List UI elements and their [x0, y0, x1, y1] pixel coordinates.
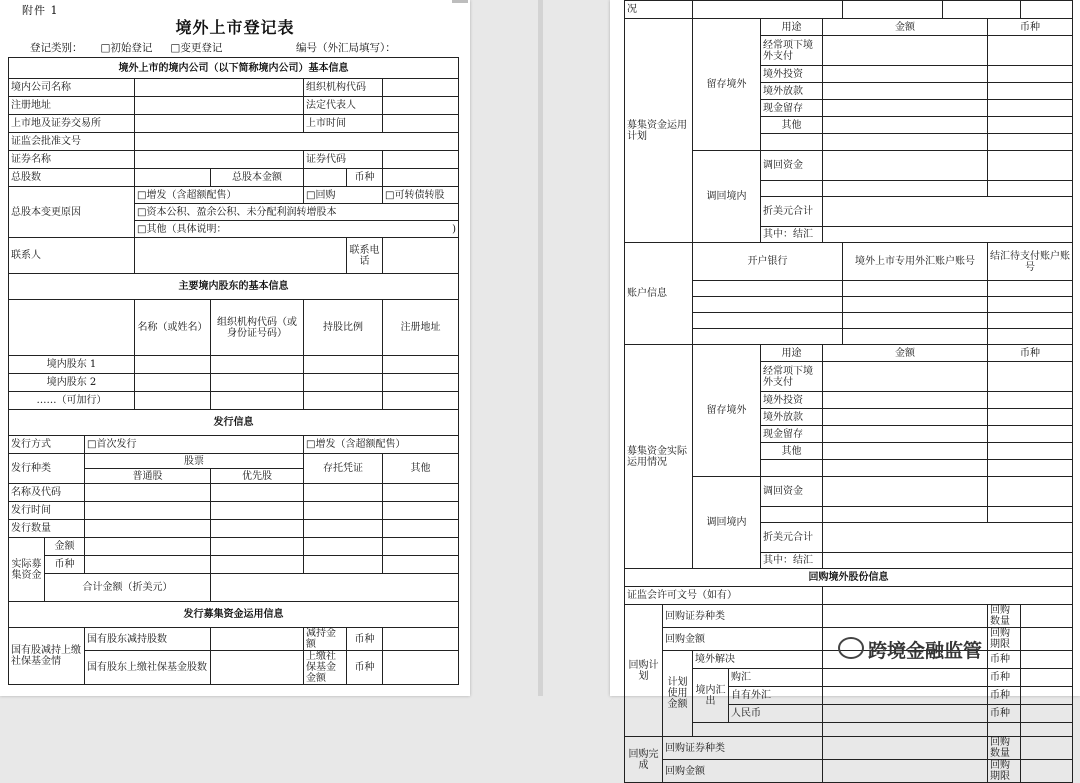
- buyback-qty2-label: 回购数量: [988, 737, 1021, 760]
- plan-blank-amount[interactable]: [823, 134, 988, 151]
- contact-label: 联系人: [9, 238, 135, 274]
- account-info-label: 账户信息: [625, 243, 693, 345]
- cash-retained2-label: 现金留存: [761, 426, 823, 443]
- rmb-label: 人民币: [729, 705, 823, 723]
- section-usage-info: 发行募集资金运用信息: [9, 602, 459, 628]
- other2-label: 其他: [761, 443, 823, 460]
- sh1-ratio-cell[interactable]: [304, 356, 383, 374]
- plan-invest-amount[interactable]: [823, 66, 988, 83]
- org-code-cell[interactable]: [383, 79, 459, 97]
- repatriate2-label: 调回境内: [693, 477, 761, 569]
- done-type-cell[interactable]: [823, 737, 988, 760]
- shareholder-more-label: ……（可加行）: [9, 392, 135, 410]
- plan-repat-amount[interactable]: [823, 151, 988, 181]
- issue-time-other[interactable]: [383, 502, 459, 520]
- company-name-label: 境内公司名称: [9, 79, 135, 97]
- situation-cell-3[interactable]: [943, 1, 1021, 19]
- plan-cash-amount[interactable]: [823, 100, 988, 117]
- actual-settle-cell[interactable]: [823, 553, 1073, 569]
- plan-fund-extra-2[interactable]: [823, 723, 988, 737]
- amount-header: 金额: [823, 19, 988, 36]
- actual-repat-blank: [761, 507, 823, 523]
- domestic-out-label: 境内汇出: [693, 669, 729, 723]
- sh-address-header: 注册地址: [383, 300, 459, 356]
- capital-amount-label: 总股本金额: [211, 169, 304, 187]
- account-settle-4[interactable]: [988, 329, 1073, 345]
- raised-currency-depositary[interactable]: [304, 556, 383, 574]
- total-shares-cell[interactable]: [135, 169, 211, 187]
- listing-exchange-cell[interactable]: [135, 115, 304, 133]
- account-settle-3[interactable]: [988, 313, 1073, 329]
- company-name-cell[interactable]: [135, 79, 304, 97]
- plan-type-cell[interactable]: [823, 605, 988, 628]
- state-reduce-qty-cell[interactable]: [211, 628, 304, 651]
- plan-fund-label: 计划使用金额: [663, 651, 693, 737]
- social-security-cell[interactable]: [211, 651, 304, 685]
- cash-retained-label: 现金留存: [761, 100, 823, 117]
- done-qty-cell[interactable]: [1021, 737, 1073, 760]
- social-amount-label: 上缴社保基金金额: [304, 651, 347, 685]
- plan-usage-label: 募集资金运用计划: [625, 19, 693, 243]
- plan-fund-extra-label: [988, 723, 1021, 737]
- registration-table: [8, 57, 459, 685]
- overseas-payment-label: 经常项下境外支付: [761, 36, 823, 66]
- currency-a-label: 币种: [988, 651, 1021, 669]
- document-page-right: [610, 0, 1080, 782]
- reason-convertible-checkbox[interactable]: □可转债转股: [383, 187, 459, 204]
- name-code-depositary[interactable]: [304, 484, 383, 502]
- reg-address-cell[interactable]: [135, 97, 304, 115]
- raised-amount-label: 金额: [45, 538, 85, 556]
- total-shares-label: 总股数: [9, 169, 135, 187]
- overseas-payment2-label: 经常项下境外支付: [761, 362, 823, 392]
- plan-repat-blank-amount[interactable]: [823, 181, 988, 197]
- currency3-label: 币种: [347, 628, 383, 651]
- buyback-type2-label: 回购证券种类: [663, 737, 823, 760]
- plan-loan-amount[interactable]: [823, 83, 988, 100]
- reason-capitalization-checkbox[interactable]: □资本公积、盈余公积、未分配利润转增股本: [135, 204, 459, 221]
- currency-cell[interactable]: [383, 169, 459, 187]
- reg-address-label: 注册地址: [9, 97, 135, 115]
- sh1-code-cell[interactable]: [211, 356, 304, 374]
- security-code-cell[interactable]: [383, 151, 459, 169]
- name-code-preferred[interactable]: [211, 484, 304, 502]
- security-name-cell[interactable]: [135, 151, 304, 169]
- actual-blank-amount[interactable]: [823, 460, 988, 477]
- actual-usage-label: 募集资金实际运用情况: [625, 345, 693, 569]
- of-which-settle-label: 其中：结汇: [761, 227, 823, 243]
- page-corner-mark: [452, 0, 468, 3]
- settle-account-header: 结汇待支付账户账号: [988, 243, 1073, 281]
- buyback-period-label: 回购期限: [988, 628, 1021, 651]
- raised-amount-preferred[interactable]: [211, 538, 304, 556]
- actual-loan-amount[interactable]: [823, 409, 988, 426]
- repatriated-funds-label: 调回资金: [761, 151, 823, 181]
- sh1-name-cell[interactable]: [135, 356, 211, 374]
- reason-other-text: □其他（具体说明：: [137, 223, 227, 235]
- social-security-label: 国有股东上缴社保基金股数: [85, 651, 211, 685]
- name-code-common[interactable]: [85, 484, 211, 502]
- account-special-4[interactable]: [843, 329, 988, 345]
- actual-blank-currency[interactable]: [988, 460, 1073, 477]
- currency-b-cell[interactable]: [1021, 669, 1073, 687]
- sh3-address-cell[interactable]: [383, 392, 459, 410]
- issue-qty-preferred[interactable]: [211, 520, 304, 538]
- raised-currency-common[interactable]: [85, 556, 211, 574]
- actual-repat-currency[interactable]: [988, 477, 1073, 507]
- special-account-header: 境外上市专用外汇账户账号: [843, 243, 988, 281]
- overseas-loan-label: 境外放款: [761, 83, 823, 100]
- total-usd-cell[interactable]: [211, 574, 459, 602]
- situation-cell-4[interactable]: [1021, 1, 1073, 19]
- raised-currency-preferred[interactable]: [211, 556, 304, 574]
- plan-fund-extra-3[interactable]: [1021, 723, 1073, 737]
- contact-phone-cell[interactable]: [383, 238, 459, 274]
- reason-issue-checkbox[interactable]: □增发（含超额配售）: [135, 187, 304, 204]
- shareholder-2-label: 境内股东 2: [9, 374, 135, 392]
- currency-header: 币种: [988, 19, 1073, 36]
- issue-time-depositary[interactable]: [304, 502, 383, 520]
- sh3-name-cell[interactable]: [135, 392, 211, 410]
- listing-time-label: 上市时间: [304, 115, 383, 133]
- issue-time-preferred[interactable]: [211, 502, 304, 520]
- registration-type-line: [30, 40, 240, 55]
- account-settle-1[interactable]: [988, 281, 1073, 297]
- actual-loan-currency[interactable]: [988, 409, 1073, 426]
- contact-cell[interactable]: [135, 238, 347, 274]
- contact-phone-label: 联系电话: [347, 238, 383, 274]
- raised-currency-label: 币种: [45, 556, 85, 574]
- plan-period-cell[interactable]: [1021, 628, 1073, 651]
- currency-c-cell[interactable]: [1021, 687, 1073, 705]
- listing-exchange-label: 上市地及证券交易所: [9, 115, 135, 133]
- currency-label: 币种: [347, 169, 383, 187]
- plan-repat-blank-currency[interactable]: [988, 181, 1073, 197]
- plan-fund-extra[interactable]: [693, 723, 823, 737]
- issue-additional-checkbox[interactable]: □增发（含超额配售）: [304, 436, 459, 454]
- csrc-approval-label: 证监会批准文号: [9, 133, 135, 151]
- security-code-label: 证券代码: [304, 151, 383, 169]
- repatriate-label: 调回境内: [693, 151, 761, 243]
- rmb-cell[interactable]: [823, 705, 988, 723]
- currency-d-label: 币种: [988, 705, 1021, 723]
- common-stock-header: 普通股: [85, 469, 211, 484]
- repatriated-funds2-label: 调回资金: [761, 477, 823, 507]
- issue-time-common[interactable]: [85, 502, 211, 520]
- capital-amount-cell[interactable]: [304, 169, 347, 187]
- plan-payment-amount[interactable]: [823, 36, 988, 66]
- situation-cell-2[interactable]: [843, 1, 943, 19]
- buyback-period2-label: 回购期限: [988, 760, 1021, 783]
- currency-b-label: 币种: [988, 669, 1021, 687]
- bank-header: 开户银行: [693, 243, 843, 281]
- issue-qty-common[interactable]: [85, 520, 211, 538]
- plan-repat-currency[interactable]: [988, 151, 1073, 181]
- sh-ratio-header: 持股比例: [304, 300, 383, 356]
- usd-equiv-label: 折美元合计: [761, 197, 823, 227]
- usd-equiv2-label: 折美元合计: [761, 523, 823, 553]
- issue-time-label: 发行时间: [9, 502, 85, 520]
- actual-blank-label: [761, 460, 823, 477]
- done-amount-cell[interactable]: [823, 760, 988, 783]
- account-bank-3[interactable]: [693, 313, 843, 329]
- usage2-header: 用途: [761, 345, 823, 362]
- csrc-approval-cell[interactable]: [135, 133, 459, 151]
- currency4-label: 币种: [347, 651, 383, 685]
- depositary-header: 存托凭证: [304, 454, 383, 484]
- account-special-3[interactable]: [843, 313, 988, 329]
- actual-invest-currency[interactable]: [988, 392, 1073, 409]
- watermark-text: 跨境金融监管: [868, 640, 983, 662]
- currency-d-cell[interactable]: [1021, 705, 1073, 723]
- plan-usd-equiv-cell[interactable]: [823, 197, 1073, 227]
- number-label: 编号（外汇局填写）：: [296, 42, 396, 54]
- issue-quantity-label: 发行数量: [9, 520, 85, 538]
- plan-blank-label: [761, 134, 823, 151]
- currency-c-label: 币种: [988, 687, 1021, 705]
- sh2-name-cell[interactable]: [135, 374, 211, 392]
- org-code-label: 组织机构代码: [304, 79, 383, 97]
- account-bank-4[interactable]: [693, 329, 843, 345]
- account-special-2[interactable]: [843, 297, 988, 313]
- stay-abroad2-label: 留存境外: [693, 345, 761, 477]
- social-currency-cell[interactable]: [383, 651, 459, 685]
- overseas-loan2-label: 境外放款: [761, 409, 823, 426]
- buyback-plan-label: 回购计划: [625, 605, 663, 737]
- attachment-label: 附件 1: [22, 4, 59, 17]
- sh-header-blank: [9, 300, 135, 356]
- csrc-permit-label: 证监会许可文号（如有）: [625, 587, 823, 605]
- document-title: 境外上市登记表: [175, 18, 295, 37]
- plan-qty-cell[interactable]: [1021, 605, 1073, 628]
- sh-code-header: 组织机构代码（或身份证号码）: [211, 300, 304, 356]
- shareholder-1-label: 境内股东 1: [9, 356, 135, 374]
- other-header: 其他: [383, 454, 459, 484]
- situation-cell-1[interactable]: [693, 1, 843, 19]
- reason-other-checkbox[interactable]: [135, 221, 459, 238]
- purchase-fx-cell[interactable]: [823, 669, 988, 687]
- actual-invest-amount[interactable]: [823, 392, 988, 409]
- reduce-amount-label: 减持金额: [304, 628, 347, 651]
- legal-rep-cell[interactable]: [383, 97, 459, 115]
- document-page-left: [0, 0, 470, 696]
- raised-amount-other[interactable]: [383, 538, 459, 556]
- section-issue-info: 发行信息: [9, 410, 459, 436]
- actual-cash-amount[interactable]: [823, 426, 988, 443]
- raised-amount-common[interactable]: [85, 538, 211, 556]
- overseas-investment2-label: 境外投资: [761, 392, 823, 409]
- actual-raised-label: 实际募集资金: [9, 538, 45, 602]
- sh1-address-cell[interactable]: [383, 356, 459, 374]
- issue-qty-other[interactable]: [383, 520, 459, 538]
- sh3-code-cell[interactable]: [211, 392, 304, 410]
- overseas-investment-label: 境外投资: [761, 66, 823, 83]
- actual-other-amount[interactable]: [823, 443, 988, 460]
- of-which-settle2-label: 其中：结汇: [761, 553, 823, 569]
- raised-amount-depositary[interactable]: [304, 538, 383, 556]
- sh2-address-cell[interactable]: [383, 374, 459, 392]
- state-reduce-label: 国有股减持上缴社保基金情: [9, 628, 85, 685]
- own-fx-label: 自有外汇: [729, 687, 823, 705]
- done-period-cell[interactable]: [1021, 760, 1073, 783]
- reason-buyback-checkbox[interactable]: □回购: [304, 187, 383, 204]
- issue-qty-depositary[interactable]: [304, 520, 383, 538]
- issue-method-label: 发行方式: [9, 436, 85, 454]
- sh-name-header: 名称（或姓名）: [135, 300, 211, 356]
- account-settle-2[interactable]: [988, 297, 1073, 313]
- reg-type-label: 登记类别：: [30, 42, 83, 54]
- sh3-ratio-cell[interactable]: [304, 392, 383, 410]
- section-buyback: 回购境外股份信息: [625, 569, 1073, 587]
- own-fx-cell[interactable]: [823, 687, 988, 705]
- amount2-header: 金额: [823, 345, 988, 362]
- issue-first-checkbox[interactable]: □首次发行: [85, 436, 304, 454]
- other-label: 其他: [761, 117, 823, 134]
- buyback-done-label: 回购完成: [625, 737, 663, 783]
- sh2-ratio-cell[interactable]: [304, 374, 383, 392]
- buyback-amount-label: 回购金额: [663, 628, 823, 651]
- actual-payment-amount[interactable]: [823, 362, 988, 392]
- actual-repat-blank-currency[interactable]: [988, 507, 1073, 523]
- reduce-currency-cell[interactable]: [383, 628, 459, 651]
- plan-settle-cell[interactable]: [823, 227, 1073, 243]
- usage-header: 用途: [761, 19, 823, 36]
- gutter-divider: [538, 0, 543, 696]
- plan-blank-currency[interactable]: [988, 134, 1073, 151]
- buyback-qty-label: 回购数量: [988, 605, 1021, 628]
- reg-type-initial-checkbox[interactable]: □初始登记: [100, 42, 153, 54]
- reason-other-end: ): [452, 223, 457, 235]
- purchase-fx-label: 购汇: [729, 669, 823, 687]
- csrc-permit-cell[interactable]: [823, 587, 1073, 605]
- issue-type-label: 发行种类: [9, 454, 85, 484]
- actual-repat-blank-amount[interactable]: [823, 507, 988, 523]
- legal-rep-label: 法定代表人: [304, 97, 383, 115]
- reg-type-change-checkbox[interactable]: □变更登记: [170, 42, 223, 54]
- overseas-solve-label: 境外解决: [693, 651, 823, 669]
- plan-loan-currency[interactable]: [988, 83, 1073, 100]
- situation-label: 况: [625, 1, 693, 19]
- raised-currency-other[interactable]: [383, 556, 459, 574]
- actual-usd-equiv-cell[interactable]: [823, 523, 1073, 553]
- account-bank-2[interactable]: [693, 297, 843, 313]
- stay-abroad-label: 留存境外: [693, 19, 761, 151]
- watermark: [838, 636, 982, 663]
- state-reduce-qty-label: 国有股东减持股数: [85, 628, 211, 651]
- preferred-stock-header: 优先股: [211, 469, 304, 484]
- security-name-label: 证券名称: [9, 151, 135, 169]
- total-usd-label: 合计金额（折美元）: [45, 574, 211, 602]
- currency2-header: 币种: [988, 345, 1073, 362]
- sh2-code-cell[interactable]: [211, 374, 304, 392]
- capital-change-reason-label: 总股本变更原因: [9, 187, 135, 238]
- currency-a-cell[interactable]: [1021, 651, 1073, 669]
- section-shareholders: 主要境内股东的基本信息: [9, 274, 459, 300]
- plan-other-amount[interactable]: [823, 117, 988, 134]
- account-bank-1[interactable]: [693, 281, 843, 297]
- wechat-icon: [838, 637, 864, 659]
- actual-payment-currency[interactable]: [988, 362, 1073, 392]
- listing-time-cell[interactable]: [383, 115, 459, 133]
- plan-payment-currency[interactable]: [988, 36, 1073, 66]
- name-code-other[interactable]: [383, 484, 459, 502]
- shares-header: 股票: [85, 454, 304, 469]
- plan-cash-currency[interactable]: [988, 100, 1073, 117]
- actual-cash-currency[interactable]: [988, 426, 1073, 443]
- actual-repat-amount[interactable]: [823, 477, 988, 507]
- name-code-label: 名称及代码: [9, 484, 85, 502]
- plan-other-currency[interactable]: [988, 117, 1073, 134]
- usage-table: [624, 0, 1073, 783]
- buyback-type-label: 回购证券种类: [663, 605, 823, 628]
- section-basic-info: 境外上市的境内公司（以下简称境内公司）基本信息: [9, 58, 459, 79]
- buyback-amount2-label: 回购金额: [663, 760, 823, 783]
- plan-invest-currency[interactable]: [988, 66, 1073, 83]
- actual-other-currency[interactable]: [988, 443, 1073, 460]
- account-special-1[interactable]: [843, 281, 988, 297]
- plan-repat-blank: [761, 181, 823, 197]
